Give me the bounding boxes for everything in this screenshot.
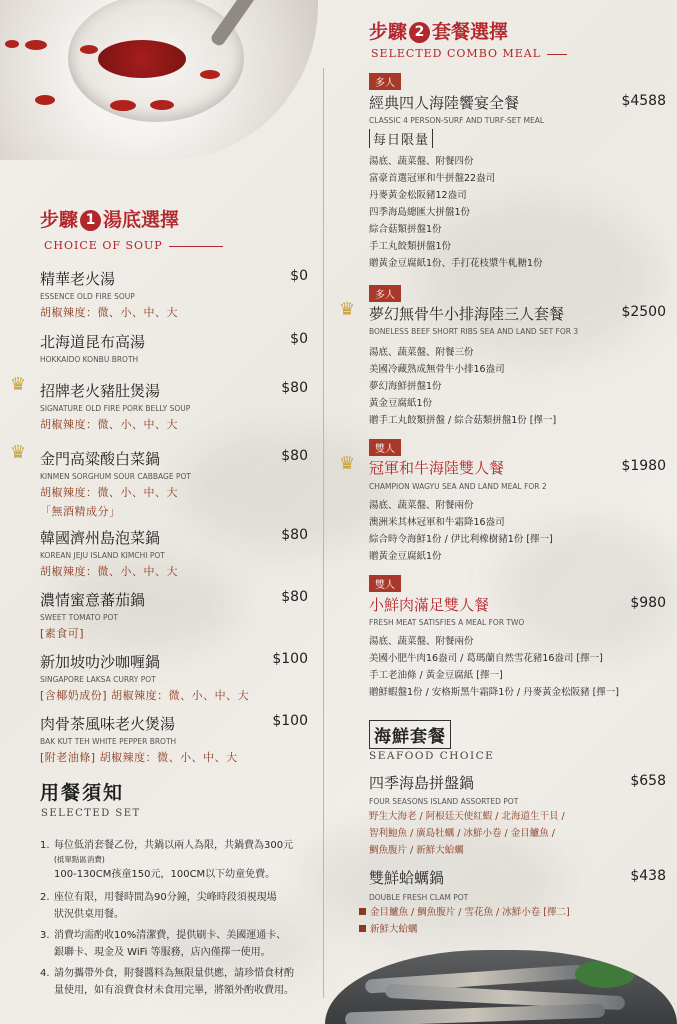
- combo-name: 經典四人海陸饗宴全餐: [369, 94, 520, 112]
- seafood-items: 金目鱸魚 / 鯛魚腹片 / 雪花魚 / 冰鮮小卷 [擇二] 新鮮大蛤蠣: [359, 904, 570, 938]
- combo-price: $980: [630, 595, 666, 611]
- crown-icon: ♛: [10, 374, 27, 395]
- soup-item: 新加坡叻沙咖喱鍋 $100 SINGAPORE LAKSA CURRY POT [含椰奶成份] 胡椒辣度：微、小、中、大: [40, 651, 308, 702]
- step2-subtitle: SELECTED COMBO MEAL: [371, 47, 567, 60]
- seafood-subtitle: SEAFOOD CHOICE: [369, 750, 495, 762]
- soup-item: 北海道昆布高湯 $0 HOKKAIDO KONBU BROTH: [40, 331, 308, 364]
- soup-item: 濃情蜜意蕃茄鍋 $80 SWEET TOMATO POT [素食可]: [40, 589, 308, 640]
- combo-name: 夢幻無骨牛小排海陸三人套餐: [369, 305, 565, 323]
- notice-item: 2. 座位有限，用餐時間為90分鐘，尖峰時段須視現場 狀況供桌用餐。: [40, 892, 277, 920]
- crown-icon: ♛: [339, 453, 356, 474]
- notice-title: 用餐須知: [40, 782, 125, 804]
- soup-item: 招牌老火豬肚煲湯 $80 SIGNATURE OLD FIRE PORK BELLY SOUP 胡椒辣度：微、小、中、大: [40, 380, 308, 431]
- combo-tag: 雙人: [369, 439, 401, 456]
- combo-items: 湯底、蔬菜盤、附餐四份 富豪首選冠軍和牛拼盤22盎司 丹麥黃金松阪豬12盎司 四季海島總匯大拼盤1份 綜合菇類拼盤1份 手工丸餃類拼盤1份 贈黃金豆腐紙1份、手打花枝漿牛軋糖1份: [369, 156, 543, 269]
- combo-en-name: CHAMPION WAGYU SEA AND LAND MEAL FOR 2: [369, 482, 547, 491]
- seafood-title: 海鮮套餐: [369, 720, 451, 749]
- seafood-photo: [325, 950, 677, 1024]
- crown-icon: ♛: [10, 442, 27, 463]
- combo-price: $4588: [621, 93, 666, 109]
- soup-item: 肉骨茶風味老火煲湯 $100 BAK KUT TEH WHITE PEPPER BROTH [附老油條] 胡椒辣度：微、小、中、大: [40, 713, 308, 764]
- soup-item: 韓國濟州島泡菜鍋 $80 KOREAN JEJU ISLAND KIMCHI POT 胡椒辣度：微、小、中、大: [40, 527, 308, 578]
- notice-subtitle: SELECTED SET: [41, 808, 141, 819]
- combo-name: 冠軍和牛海陸雙人餐: [369, 459, 505, 477]
- seafood-price: $658: [630, 773, 666, 789]
- seafood-price: $438: [630, 868, 666, 884]
- combo-items: 湯底、蔬菜盤、附餐兩份 澳洲米其林冠軍和牛霜降16盎司 綜合時令海鮮1份 / 伊比利橡樹豬1份 [擇一] 贈黃金豆腐紙1份: [369, 500, 553, 562]
- combo-tag: 雙人: [369, 575, 401, 592]
- soup-item: 金門高粱酸白菜鍋 $80 KINMEN SORGHUM SOUR CABBAGE POT 胡椒辣度：微、小、中、大 「無酒精成分」: [40, 448, 308, 518]
- step1-title: 步驟 1 湯底選擇: [40, 209, 180, 231]
- notice-item: 3. 消費均需酌收10%清潔費，提供刷卡、美國運通卡、 銀聯卡、現金及 WiFi 等服務，店內僅擇一使用。: [40, 930, 287, 958]
- column-divider: [323, 68, 324, 998]
- bullet-square-icon: [359, 925, 366, 932]
- combo-en-name: CLASSIC 4 PERSON-SURF AND TURF-SET MEAL: [369, 116, 545, 125]
- combo-items: 湯底、蔬菜盤、附餐兩份 美國小肥牛肉16盎司 / 葛瑪蘭自然雪花豬16盎司 [擇一] 手工老油條 / 黃金豆腐紙 [擇一] 贈鮮蝦盤1份 / 安格斯黑牛霜降1份 / 丹麥黃金松阪豬 [擇一]: [369, 636, 620, 698]
- daily-limited-badge: 每日限量: [369, 129, 433, 148]
- step1-subtitle: CHOICE OF SOUP: [44, 239, 223, 252]
- combo-price: $1980: [621, 458, 666, 474]
- notice-item: 4. 請勿攜帶外食，附餐醬料為無限量供應，請珍惜食材酌 量使用，如有浪費食材未食用完畢，將額外酌收費用。: [40, 968, 294, 996]
- notice-item: 1. 每位低消套餐乙份，共鍋以兩人為限，共鍋費為300元 (抵單點區消費) 100-130CM孩童150元，100CM以下幼童免費。: [40, 840, 294, 880]
- combo-name: 小鮮肉滿足雙人餐: [369, 596, 490, 614]
- step2-title: 步驟 2 套餐選擇: [369, 21, 509, 43]
- bullet-square-icon: [359, 908, 366, 915]
- combo-en-name: BONELESS BEEF SHORT RIBS SEA AND LAND SET FOR 3: [369, 327, 579, 336]
- seafood-name: 四季海島拼盤鍋: [369, 774, 475, 792]
- seafood-en-name: FOUR SEASONS ISLAND ASSORTED POT: [369, 797, 519, 806]
- soup-ladle-photo: [0, 0, 318, 160]
- seafood-name: 雙鮮蛤蠣鍋: [369, 869, 445, 887]
- crown-icon: ♛: [339, 299, 356, 320]
- seafood-en-name: DOUBLE FRESH CLAM POT: [369, 893, 469, 902]
- combo-tag: 多人: [369, 285, 401, 302]
- combo-tag: 多人: [369, 73, 401, 90]
- seafood-items: 野生大海老 / 阿根廷天使紅蝦 / 北海道生干貝 / 智利鮑魚 / 廣島牡蠣 / 冰鮮小卷 / 金目鱸魚 / 鯛魚腹片 / 新鮮大蛤蠣: [369, 811, 565, 856]
- combo-items: 湯底、蔬菜盤、附餐三份 美國冷藏熟成無骨牛小排16盎司 夢幻海鮮拼盤1份 黃金豆腐紙1份 贈手工丸餃類拼盤 / 綜合菇類拼盤1份 [擇一]: [369, 347, 557, 426]
- combo-en-name: FRESH MEAT SATISFIES A MEAL FOR TWO: [369, 618, 525, 627]
- combo-price: $2500: [621, 304, 666, 320]
- soup-item: 精華老火湯 $0 ESSENCE OLD FIRE SOUP 胡椒辣度：微、小、中、大: [40, 268, 308, 319]
